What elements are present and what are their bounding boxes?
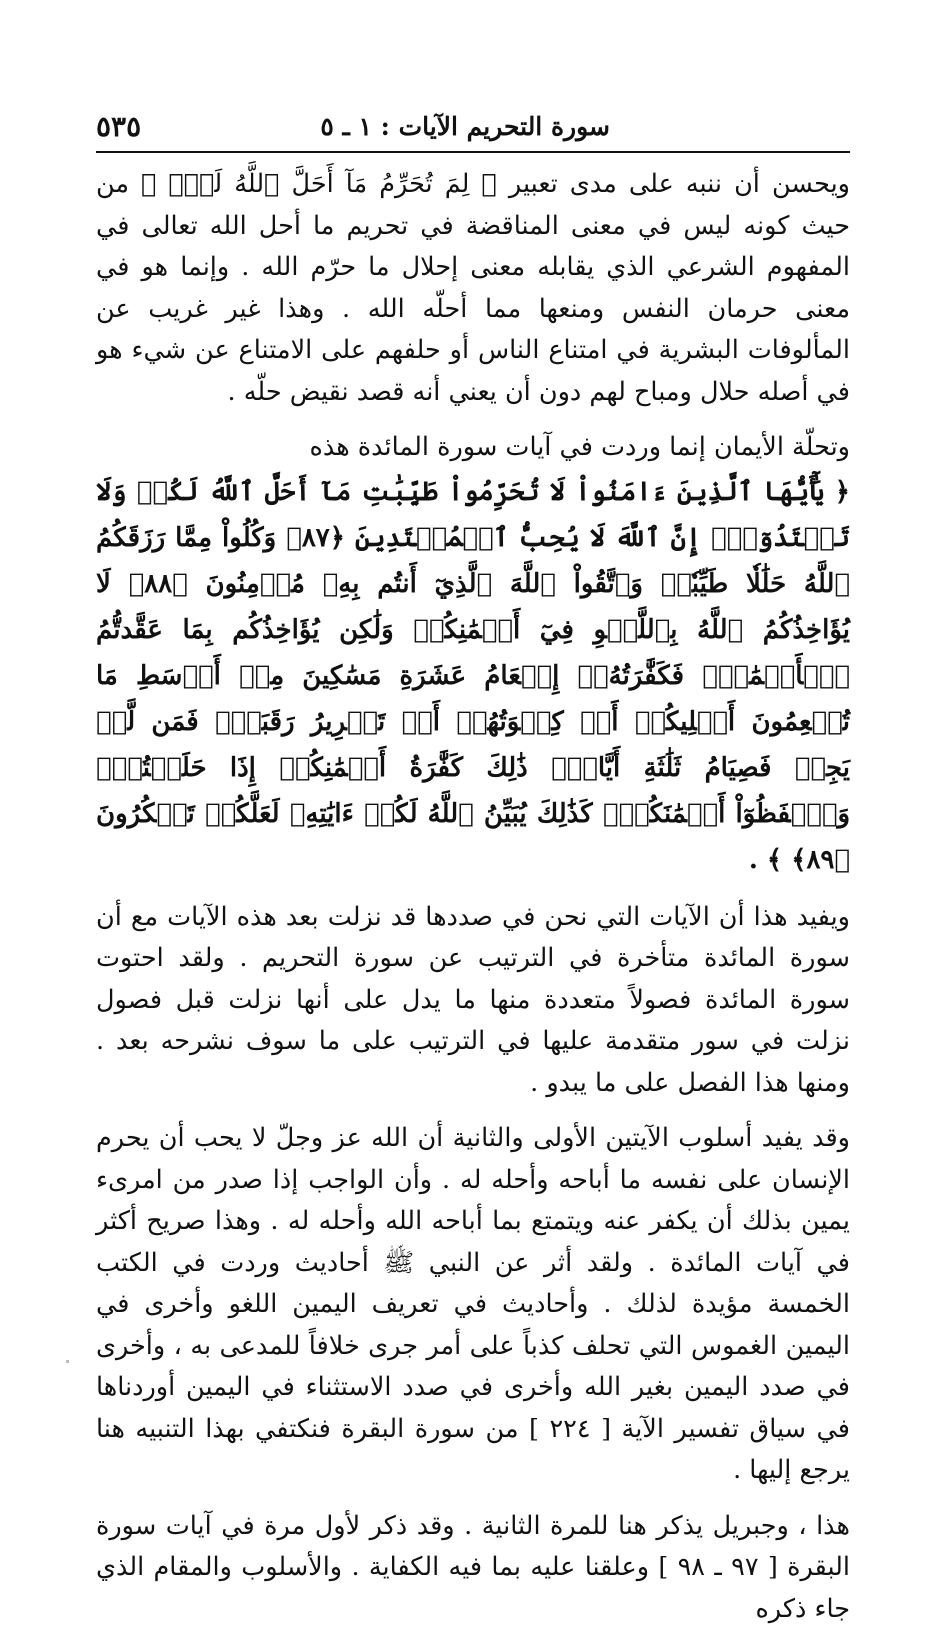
paragraph-5: هذا ، وجبريل يذكر هنا للمرة الثانية . وقد ذكر لأول مرة في آيات سورة البقرة [ ٩٧ ـ ٩٨ ] وعلقنا عليه بما فيه الكفاية . والأسلوب والمقام الذي جاء ذكره xyxy=(96,1506,850,1630)
paragraph-2 xyxy=(96,427,850,883)
page-body xyxy=(96,164,850,1630)
page-number: ٥٣٥ xyxy=(96,110,141,143)
running-title: سورة التحريم الآيات : ١ ـ ٥ xyxy=(320,112,610,141)
paragraph-2-intro: وتحلّة الأيمان إنما وردت في آيات سورة المائدة هذه xyxy=(96,427,850,469)
paragraph-1: ويحسن أن ننبه على مدى تعبير ﴿ لِمَ تُحَرِّمُ مَآ أَحَلَّ ٱللَّهُ لَكَۖ ﴾ من حيث كونه ليس في معنى المناقضة في تحريم ما أحل الله تعالى في المفهوم الشرعي الذي يقابله معنى إحلال ما حرّم الله . وإنما هو في معنى حرمان النفس ومنعها مما أحلّه الله . وهذا غير غريب عن المألوفات البشرية في امتناع الناس أو حلفهم على الامتناع عن شيء هو في أصله حلال ومباح لهم دون أن يعني أنه قصد نقيض حلّه . xyxy=(96,164,850,413)
paragraph-4: وقد يفيد أسلوب الآيتين الأولى والثانية أن الله عز وجلّ لا يحب أن يحرم الإنسان على نفسه ما أباحه وأحله له . وأن الواجب إذا صدر من امرىء يمين بذلك أن يكفر عنه ويتمتع بما أباحه الله وأحله له . وهذا صريح أكثر في آيات المائدة . ولقد أثر عن النبي ﷺ أحاديث وردت في الكتب الخمسة مؤيدة لذلك . وأحاديث في تعريف اليمين اللغو وأخرى في اليمين الغموس التي تحلف كذباً على أمر جرى خلافاً للمدعى به ، وأخرى في صدد اليمين بغير الله وأخرى في صدد الاستثناء في اليمين أوردناها في سياق تفسير الآية [ ٢٢٤ ] من سورة البقرة فنكتفي بهذا التنبيه هنا يرجع إليها . xyxy=(96,1118,850,1492)
scan-speck xyxy=(66,1360,69,1363)
quran-verse-block: ﴿ يَٰٓأَيُّهَا ٱلَّذِينَ ءَامَنُواْ لَا تُحَرِّمُواْ طَيِّبَٰتِ مَآ أَحَلَّ ٱللَّهُ لَكُمۡ وَلَا تَعۡتَدُوٓاْۚ إِنَّ ٱللَّهَ لَا يُحِبُّ ٱلۡمُعۡتَدِينَ ﴿٨٧﴾ وَكُلُواْ مِمَّا رَزَقَكُمُ ٱللَّهُ حَلَٰلٗا طَيِّبٗاۚ وَٱتَّقُواْ ٱللَّهَ ٱلَّذِيٓ أَنتُم بِهِۦ مُؤۡمِنُونَ ﴿٨٨﴾ لَا يُؤَاخِذُكُمُ ٱللَّهُ بِٱللَّغۡوِ فِيٓ أَيۡمَٰنِكُمۡ وَلَٰكِن يُؤَاخِذُكُم بِمَا عَقَّدتُّمُ ٱلۡأَيۡمَٰنَۖ فَكَفَّٰرَتُهُۥٓ إِطۡعَامُ عَشَرَةِ مَسَٰكِينَ مِنۡ أَوۡسَطِ مَا تُطۡعِمُونَ أَهۡلِيكُمۡ أَوۡ كِسۡوَتُهُمۡ أَوۡ تَحۡرِيرُ رَقَبَةٖۖ فَمَن لَّمۡ يَجِدۡ فَصِيَامُ ثَلَٰثَةِ أَيَّامٖۚ ذَٰلِكَ كَفَّٰرَةُ أَيۡمَٰنِكُمۡ إِذَا حَلَفۡتُمۡۚ وَٱحۡفَظُوٓاْ أَيۡمَٰنَكُمۡۚ كَذَٰلِكَ يُبَيِّنُ ٱللَّهُ لَكُمۡ ءَايَٰتِهِۦ لَعَلَّكُمۡ تَشۡكُرُونَ ﴿٨٩﴾ ﴾ . xyxy=(96,469,850,883)
page-header xyxy=(96,108,850,148)
paragraph-3: ويفيد هذا أن الآيات التي نحن في صددها قد نزلت بعد هذه الآيات مع أن سورة المائدة متأخرة في الترتيب عن سورة التحريم . ولقد احتوت سورة المائدة فصولاً متعددة منها ما يدل على أنها نزلت قبل فصول نزلت في سور متقدمة عليها في الترتيب على ما سوف نشرحه بعد . ومنها هذا الفصل على ما يبدو . xyxy=(96,897,850,1105)
header-rule xyxy=(96,151,850,153)
